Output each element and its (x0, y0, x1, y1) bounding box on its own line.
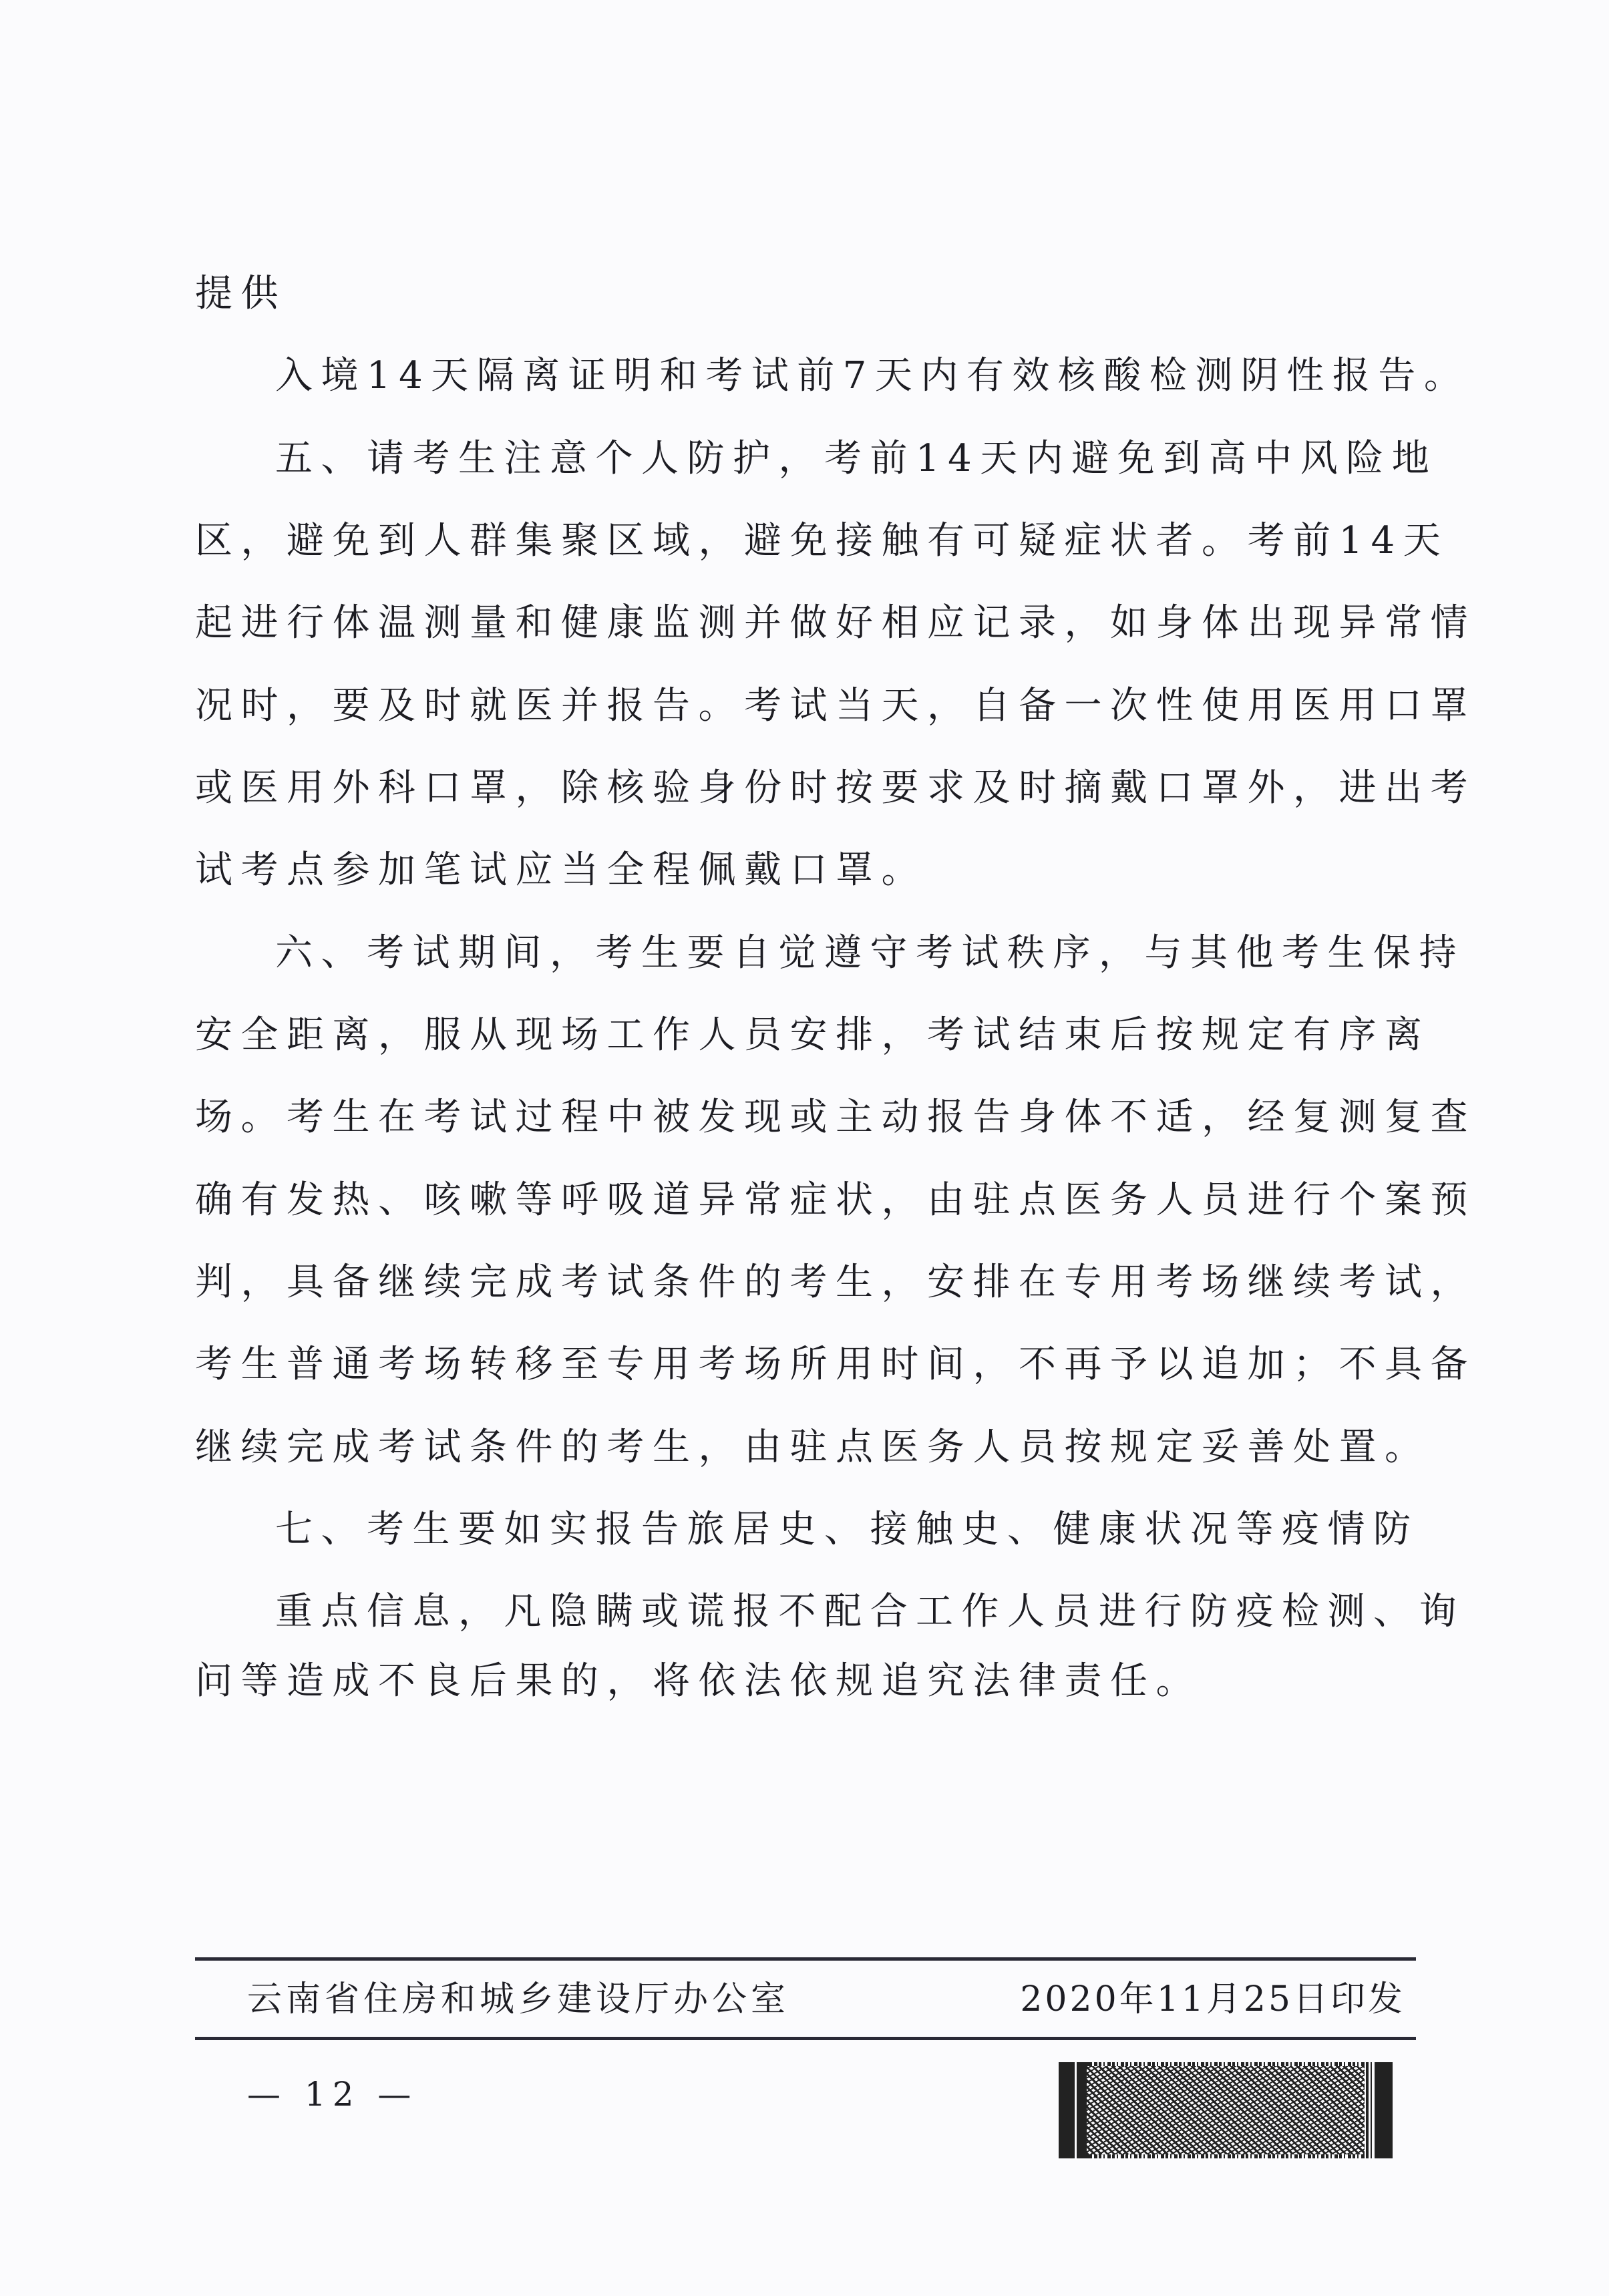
body-line-13: 考生普通考场转移至专用考场所用时间，不再予以追加；不具备 (195, 1343, 1476, 1386)
body-line-12: 判，具备继续完成考试条件的考生，安排在专用考场继续考试， (195, 1261, 1476, 1304)
body-line-15: 七、考生要如实报告旅居史、接触史、健康状况等疫情防 (275, 1508, 1419, 1551)
page-number: — 12 — (247, 2075, 418, 2114)
body-line-5: 况时，要及时就医并报告。考试当天，自备一次性使用医用口罩 (195, 684, 1476, 727)
body-line-11: 确有发热、咳嗽等呼吸道异常症状，由驻点医务人员进行个案预 (195, 1178, 1476, 1222)
body-line-6: 或医用外科口罩，除核验身份时按要求及时摘戴口罩外，进出考 (195, 766, 1476, 810)
pdf417-barcode-icon (1059, 2062, 1393, 2158)
body-line-1: 入境14天隔离证明和考试前7天内有效核酸检测阴性报告。 (275, 354, 1470, 397)
imprint-bottom-rule (195, 2037, 1416, 2040)
body-line-17: 问等造成不良后果的，将依法依规追究法律责任。 (195, 1659, 1202, 1703)
body-line-4: 起进行体温测量和健康监测并做好相应记录，如身体出现异常情 (195, 601, 1476, 645)
imprint-issuer: 云南省住房和城乡建设厅办公室 (247, 1979, 790, 2019)
body-line-16: 重点信息，凡隐瞒或谎报不配合工作人员进行防疫检测、询 (275, 1590, 1465, 1633)
body-line-0: 提供 (195, 272, 287, 315)
imprint-date: 2020年11月25日印发 (1020, 1979, 1405, 2019)
body-line-3: 区，避免到人群集聚区域，避免接触有可疑症状者。考前14天 (195, 519, 1449, 562)
barcode-data-pattern (1087, 2066, 1365, 2154)
body-line-14: 继续完成考试条件的考生，由驻点医务人员按规定妥善处置。 (195, 1426, 1431, 1469)
body-line-10: 场。考生在考试过程中被发现或主动报告身体不适，经复测复查 (195, 1096, 1476, 1139)
body-line-8: 六、考试期间，考生要自觉遵守考试秩序，与其他考生保持 (275, 931, 1465, 975)
body-line-2: 五、请考生注意个人防护，考前14天内避免到高中风险地 (275, 437, 1438, 480)
imprint-top-rule (195, 1957, 1416, 1961)
body-line-7: 试考点参加笔试应当全程佩戴口罩。 (195, 848, 927, 892)
body-line-9: 安全距离，服从现场工作人员安排，考试结束后按规定有序离 (195, 1013, 1431, 1057)
